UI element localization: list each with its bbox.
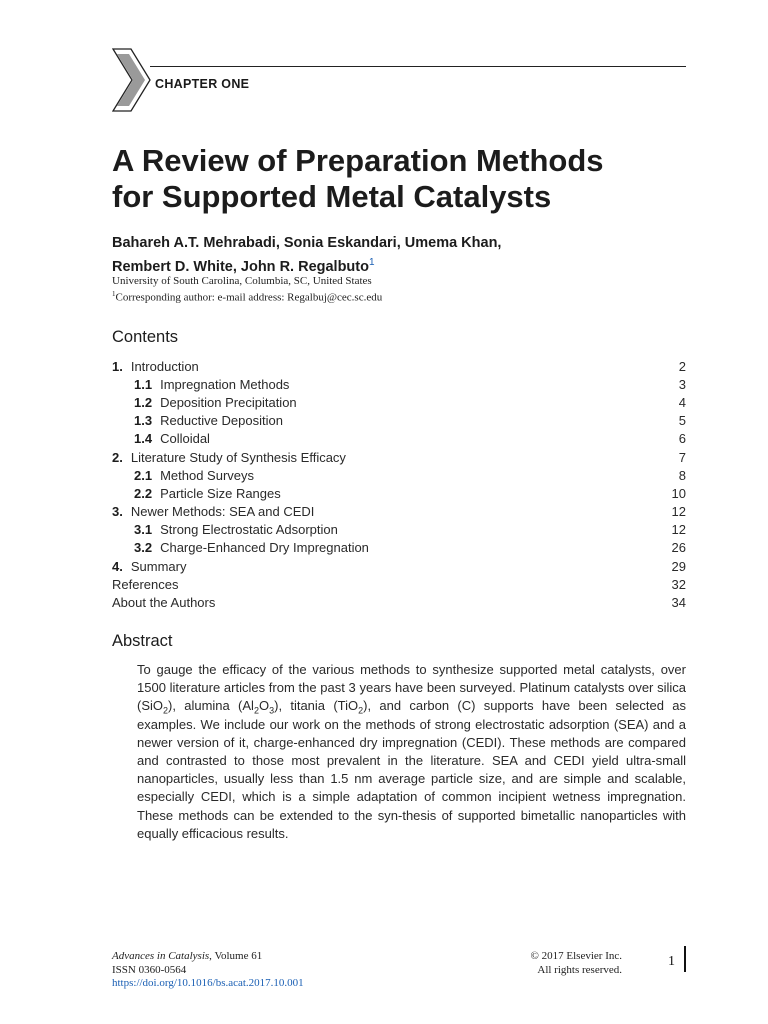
abstract-segment: ), titania (TiO <box>274 698 359 714</box>
toc-entry-label: Method Surveys <box>160 467 255 483</box>
toc-entry[interactable] <box>112 357 686 375</box>
toc-entry-label: Literature Study of Synthesis Efficacy <box>130 449 346 465</box>
toc-entry-number: 2.1 <box>134 467 153 483</box>
toc-entry-page: 29 <box>671 558 686 574</box>
copyright-line: © 2017 Elsevier Inc. <box>530 950 622 962</box>
toc-entry-page: 12 <box>671 522 686 538</box>
abstract-text <box>137 661 686 843</box>
toc-entry-page: 8 <box>678 467 686 483</box>
corresponding-email: Corresponding author: e-mail address: Regalbuj@cec.sc.edu <box>115 291 383 304</box>
toc-entry-page: 7 <box>678 449 686 465</box>
toc-entry-number: 1.2 <box>134 394 153 410</box>
toc-entry-page: 5 <box>678 413 686 429</box>
corresponding-marker: 1 <box>112 290 116 298</box>
contents-heading: Contents <box>112 328 179 346</box>
affiliation-institution: University of South Carolina, Columbia, SC, United States <box>112 275 372 287</box>
abstract-segment: ), alumina (Al <box>168 698 254 714</box>
abstract-segment: ), and carbon (C) supports have been selected as examples. We include our work on the methods of strong electrostatic adsorption (SEA) and a newer version of it, charge-enhanced dry impregnation (CEDI). These methods are compared and contrasted to those most prevalent in the literature. SEA and CEDI yield ultra-small nanoparticles, usually less than 1.5 nm average particle size, and are simple and scalable, especially CEDI, which is a simple adaptation of common incipient wetness impregnation. These methods can be extended to the syn-thesis of supported bimetallic nanoparticles with equally efficacious results. <box>137 698 686 841</box>
abstract-subscript: 2 <box>358 706 364 716</box>
toc-entry-number: 1.4 <box>134 431 153 447</box>
author-list <box>112 233 672 277</box>
corresponding-author-link[interactable]: 1 <box>368 257 375 268</box>
toc-entry-number: 2.2 <box>134 485 153 501</box>
toc-entry-page: 3 <box>678 376 686 392</box>
toc-entry[interactable] <box>112 412 686 430</box>
authors-line-1: Bahareh A.T. Mehrabadi, Sonia Eskandari, Umema Khan, <box>112 235 502 251</box>
toc-entry-page: 10 <box>671 485 686 501</box>
toc-entry[interactable] <box>112 539 686 557</box>
abstract-heading: Abstract <box>112 632 173 650</box>
toc-entry-label: Impregnation Methods <box>160 376 290 392</box>
toc-entry[interactable] <box>112 557 686 575</box>
affiliation-block <box>112 275 382 305</box>
toc-entry-label: Colloidal <box>160 431 210 447</box>
toc-entry-page: 26 <box>671 540 686 556</box>
toc-entry-page: 34 <box>671 595 686 611</box>
abstract-segment: O <box>258 698 270 714</box>
toc-entry[interactable] <box>112 484 686 502</box>
toc-entry-label: Newer Methods: SEA and CEDI <box>130 504 315 520</box>
toc-entry-label: References <box>112 576 179 592</box>
toc-entry-number: 3.1 <box>134 522 153 538</box>
toc-entry-number: 3.2 <box>134 540 153 556</box>
toc-entry-page: 2 <box>678 358 686 374</box>
toc-entry[interactable] <box>112 430 686 448</box>
toc-entry-label: Charge-Enhanced Dry Impregnation <box>160 540 369 556</box>
abstract-segment: To gauge the efficacy of the various methods to synthesize supported metal catalysts, over 1500 literature articles from the past 3 years have been surveyed. Platinum catalysts over silica (SiO <box>137 662 686 714</box>
footer-journal-line <box>112 950 304 964</box>
toc-entry[interactable] <box>112 375 686 393</box>
toc-entry-number: 2. <box>112 449 123 465</box>
toc-entry[interactable] <box>112 393 686 411</box>
toc-entry[interactable] <box>112 448 686 466</box>
toc-entry-label: Strong Electrostatic Adsorption <box>160 522 338 538</box>
toc-entry-label: Introduction <box>130 358 199 374</box>
toc-entry-page: 6 <box>678 431 686 447</box>
footer-issn: ISSN 0360-0564 <box>112 963 187 976</box>
journal-volume: , Volume 61 <box>209 950 263 962</box>
paper-title <box>112 143 702 215</box>
toc-entry-number: 1.1 <box>134 376 153 392</box>
toc-entry-number: 4. <box>112 558 123 574</box>
toc-entry-page: 32 <box>671 576 686 592</box>
toc-entry-label: Particle Size Ranges <box>160 485 281 501</box>
toc-entry-page: 4 <box>678 394 686 410</box>
table-of-contents <box>112 357 686 612</box>
doi-link[interactable]: https://doi.org/10.1016/bs.acat.2017.10.001 <box>112 977 304 989</box>
toc-entry-label: About the Authors <box>112 595 216 611</box>
title-line-1: A Review of Preparation Methods <box>112 143 604 178</box>
toc-entry[interactable] <box>112 593 686 611</box>
toc-entry-page: 12 <box>671 504 686 520</box>
chapter-arrow-icon <box>112 48 152 112</box>
abstract-subscript: 2 <box>253 706 259 716</box>
footer-publication-info <box>112 950 304 991</box>
rights-line: All rights reserved. <box>537 963 622 976</box>
abstract-subscript: 3 <box>269 706 275 716</box>
chapter-label: CHAPTER ONE <box>155 77 250 91</box>
toc-entry-label: Deposition Precipitation <box>160 394 297 410</box>
toc-entry[interactable] <box>112 466 686 484</box>
toc-entry[interactable] <box>112 503 686 521</box>
authors-line-2: Rembert D. White, John R. Regalbuto <box>112 258 369 275</box>
page-number-rule <box>684 946 686 972</box>
toc-entry-label: Summary <box>130 558 187 574</box>
chapter-rule <box>150 66 686 67</box>
title-line-2: for Supported Metal Catalysts <box>112 179 552 214</box>
abstract-subscript: 2 <box>163 706 169 716</box>
toc-entry-number: 1. <box>112 358 123 374</box>
corresponding-note <box>112 288 382 305</box>
toc-entry[interactable] <box>112 521 686 539</box>
toc-entry[interactable] <box>112 575 686 593</box>
toc-entry-label: Reductive Deposition <box>160 413 283 429</box>
footer-copyright <box>440 950 622 977</box>
page-number: 1 <box>668 954 675 969</box>
toc-entry-number: 3. <box>112 504 123 520</box>
journal-name: Advances in Catalysis <box>112 950 210 962</box>
toc-entry-number: 1.3 <box>134 413 153 429</box>
